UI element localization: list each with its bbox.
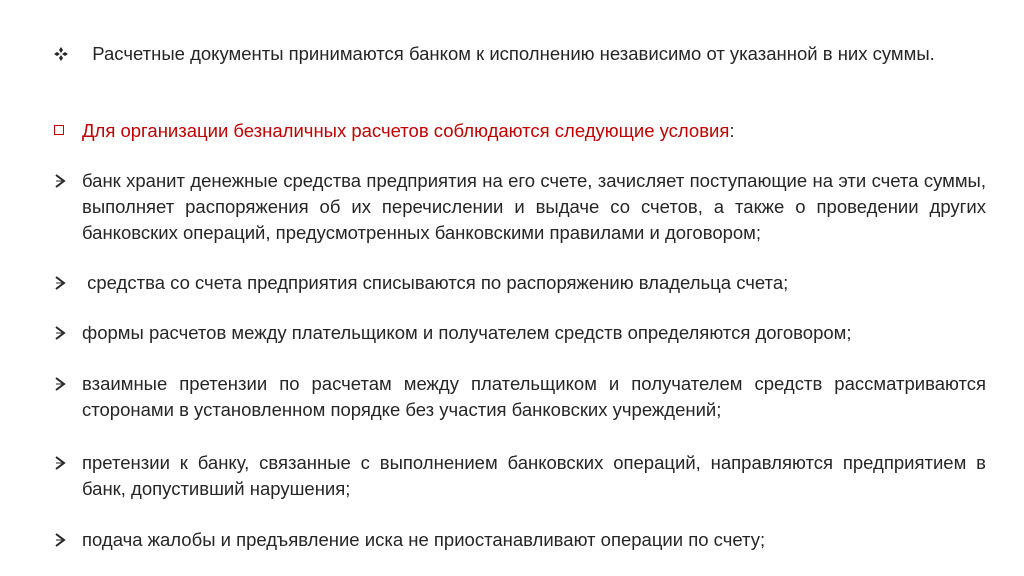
list-item-funds-debited: [54, 270, 986, 296]
arrow-bullet-icon: [54, 527, 82, 553]
arrow-bullet-icon: [54, 320, 82, 346]
list-item-conditions-heading: [54, 118, 986, 144]
square-bullet-icon: [54, 118, 82, 144]
list-item-text: средства со счета предприятия списываются по распоряжению владельца счета;: [82, 272, 789, 293]
list-item-settlement-documents: [54, 41, 986, 67]
diamond-bullet-icon: [54, 41, 82, 67]
list-item-text: претензии к банку, связанные с выполнением банковских операций, направляются предприятием в банк, допустивший нарушения;: [82, 452, 986, 499]
conditions-heading-colon: :: [729, 120, 735, 141]
list-item-text: формы расчетов между плательщиком и получателем средств определяются договором;: [82, 322, 852, 343]
list-item-text: [82, 118, 986, 144]
arrow-bullet-icon: [54, 168, 82, 246]
list-item-text: подача жалобы и предъявление иска не приостанавливают операции по счету;: [82, 529, 766, 550]
list-item-text: взаимные претензии по расчетам между плательщиком и получателем средств рассматриваются сторонами в установленном порядке без участия банковских учреждений;: [82, 373, 986, 420]
list-item-complaint-lawsuit: [54, 527, 986, 553]
list-item-text: банк хранит денежные средства предприятия на его счете, зачисляет поступающие на эти счета суммы, выполняет распоряжения об их перечислении и выдаче со счетов, а также о проведении других банковских операций, предусмотренных банковскими правилами и договором;: [82, 170, 986, 243]
list-item-text: Расчетные документы принимаются банком к исполнению независимо от указанной в них суммы.: [82, 43, 935, 64]
list-item-bank-stores-funds: [54, 168, 986, 246]
arrow-bullet-icon: [54, 270, 82, 296]
arrow-bullet-icon: [54, 371, 82, 423]
conditions-heading-text: Для организации безналичных расчетов соблюдаются следующие условия: [82, 120, 730, 141]
list-item-mutual-claims: [54, 371, 986, 423]
arrow-bullet-icon: [54, 450, 82, 502]
list-item-claims-to-bank: [54, 450, 986, 502]
list-item-forms-of-payment: [54, 320, 986, 346]
